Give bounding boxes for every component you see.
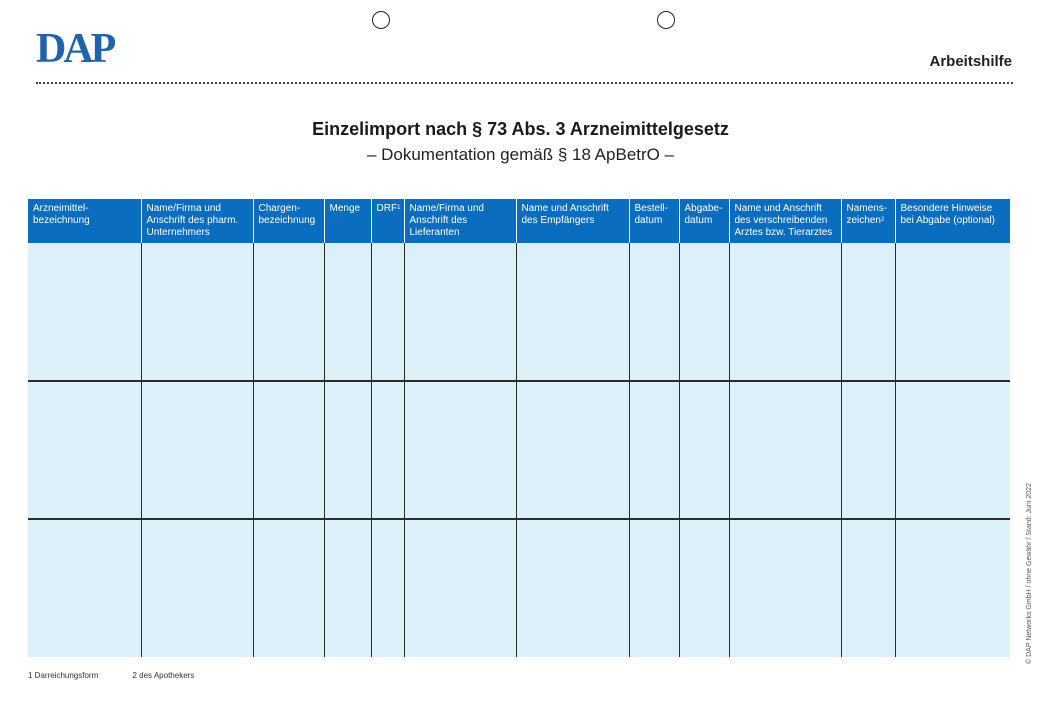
documentation-table-container xyxy=(28,199,1010,664)
column-header-line: Name und Anschrift xyxy=(734,203,822,214)
column-header-line: Lieferanten xyxy=(409,227,460,238)
column-header-4 xyxy=(324,199,371,243)
column-header-9 xyxy=(679,199,729,243)
column-header-line: DRF xyxy=(376,203,398,214)
column-header-1 xyxy=(28,199,141,243)
entry-cell[interactable] xyxy=(841,381,895,519)
entry-cell[interactable] xyxy=(371,243,404,381)
column-header-line: datum xyxy=(634,215,663,226)
footnote-1: 1 Darreichungsform xyxy=(28,671,99,680)
column-header-3 xyxy=(253,199,324,243)
entry-cell[interactable] xyxy=(404,381,516,519)
column-header-6 xyxy=(404,199,516,243)
entry-cell[interactable] xyxy=(679,381,729,519)
table-row xyxy=(28,243,1010,381)
column-header-line: Besondere Hinweise xyxy=(900,203,993,214)
entry-cell[interactable] xyxy=(324,519,371,657)
entry-cell[interactable] xyxy=(516,519,629,657)
entry-cell[interactable] xyxy=(141,381,253,519)
column-header-line: Menge xyxy=(329,203,361,214)
table-header-row xyxy=(28,199,1010,243)
entry-cell[interactable] xyxy=(141,519,253,657)
footnote-marker: 1 xyxy=(397,205,401,211)
entry-cell[interactable] xyxy=(324,381,371,519)
entry-cell[interactable] xyxy=(516,381,629,519)
entry-cell[interactable] xyxy=(679,243,729,381)
column-header-line: datum xyxy=(684,215,713,226)
entry-cell[interactable] xyxy=(841,243,895,381)
copyright-note: © DAP Networks GmbH / ohne Gewähr / Stand: Juni 2022 xyxy=(1026,483,1033,664)
column-header-8 xyxy=(629,199,679,243)
column-header-line: Name/Firma und xyxy=(146,203,221,214)
entry-cell[interactable] xyxy=(679,519,729,657)
column-header-line: Anschrift des pharm. xyxy=(146,215,239,226)
column-header-2 xyxy=(141,199,253,243)
column-header-5 xyxy=(371,199,404,243)
footnote-marker: 2 xyxy=(880,217,885,223)
column-header-line: des verschreibenden xyxy=(734,215,828,226)
entry-cell[interactable] xyxy=(28,243,141,381)
column-header-11 xyxy=(841,199,895,243)
entry-cell[interactable] xyxy=(895,381,1010,519)
column-header-line: zeichen xyxy=(846,215,881,226)
dap-logo: DAP xyxy=(36,26,114,72)
table-body xyxy=(28,243,1010,657)
dotted-divider xyxy=(36,82,1013,84)
entry-cell[interactable] xyxy=(141,243,253,381)
column-header-line: Chargen- xyxy=(258,203,301,214)
table-row xyxy=(28,519,1010,657)
column-header-line: Unternehmers xyxy=(146,227,210,238)
entry-cell[interactable] xyxy=(629,519,679,657)
column-header-line: Arztes bzw. Tierarztes xyxy=(734,227,833,238)
page-title: Einzelimport nach § 73 Abs. 3 Arzneimittelgesetz xyxy=(312,119,729,139)
column-header-line: Name und Anschrift xyxy=(521,203,609,214)
entry-cell[interactable] xyxy=(729,519,841,657)
entry-cell[interactable] xyxy=(516,243,629,381)
entry-cell[interactable] xyxy=(729,381,841,519)
entry-cell[interactable] xyxy=(253,243,324,381)
column-header-12 xyxy=(895,199,1010,243)
entry-cell[interactable] xyxy=(28,519,141,657)
entry-cell[interactable] xyxy=(895,243,1010,381)
punch-hole-left xyxy=(372,11,390,29)
column-header-line: Name/Firma und xyxy=(409,203,484,214)
column-header-line: Anschrift des xyxy=(409,215,468,226)
entry-cell[interactable] xyxy=(404,243,516,381)
entry-cell[interactable] xyxy=(729,243,841,381)
column-header-7 xyxy=(516,199,629,243)
footnote-2: 2 des Apothekers xyxy=(132,671,195,680)
column-header-line: Abgabe- xyxy=(684,203,723,214)
entry-cell[interactable] xyxy=(371,381,404,519)
entry-cell[interactable] xyxy=(629,243,679,381)
entry-cell[interactable] xyxy=(371,519,404,657)
documentation-table xyxy=(28,199,1010,657)
column-header-line: bezeichnung xyxy=(33,215,90,226)
entry-cell[interactable] xyxy=(629,381,679,519)
table-row xyxy=(28,381,1010,519)
entry-cell[interactable] xyxy=(404,519,516,657)
entry-cell[interactable] xyxy=(253,381,324,519)
entry-cell[interactable] xyxy=(895,519,1010,657)
column-header-line: bei Abgabe (optional) xyxy=(900,215,996,226)
column-header-line: des Empfängers xyxy=(521,215,595,226)
entry-cell[interactable] xyxy=(253,519,324,657)
entry-cell[interactable] xyxy=(841,519,895,657)
column-header-line: Bestell- xyxy=(634,203,668,214)
punch-hole-right xyxy=(657,11,675,29)
document-type-label: Arbeitshilfe xyxy=(929,53,1012,70)
entry-cell[interactable] xyxy=(324,243,371,381)
column-header-line: Arzneimittel- xyxy=(33,203,89,214)
column-header-line: Namens- xyxy=(846,203,888,214)
footnotes xyxy=(28,671,226,680)
column-header-10 xyxy=(729,199,841,243)
entry-cell[interactable] xyxy=(28,381,141,519)
column-header-line: bezeichnung xyxy=(258,215,316,226)
page-subtitle: – Dokumentation gemäß § 18 ApBetrO – xyxy=(366,145,675,164)
